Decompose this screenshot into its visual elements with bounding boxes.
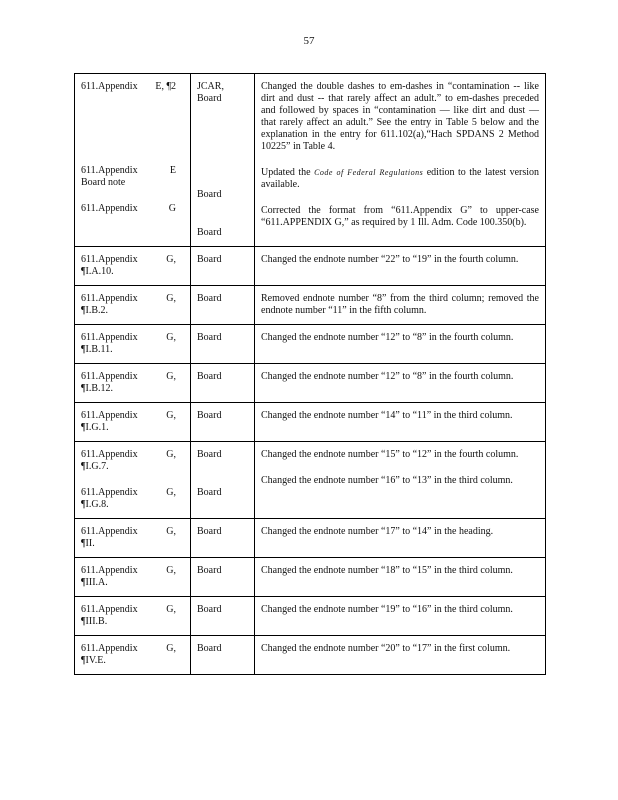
description-cell xyxy=(255,74,546,247)
section-entry: 611.Appendix G, ¶I.G.8. xyxy=(81,487,176,510)
section-cell: 611.Appendix G, ¶I.B.11. xyxy=(75,325,191,364)
source-cell: Board xyxy=(191,519,255,558)
table-row xyxy=(75,74,546,247)
section-cell: 611.Appendix G, ¶IV.E. xyxy=(75,636,191,675)
section-entry: 611.Appendix G, ¶I.G.7. xyxy=(81,449,176,472)
description-cell: Changed the endnote number “18” to “15” in the third column. xyxy=(255,558,546,597)
section-cell: 611.Appendix G, ¶I.B.2. xyxy=(75,286,191,325)
description-entry: Changed the endnote number “15” to “12” in the fourth column. xyxy=(261,449,519,460)
description-cell: Changed the endnote number “22” to “19” in the fourth column. xyxy=(255,247,546,286)
source-entry: Board xyxy=(197,449,222,460)
section-cell: 611.Appendix G, ¶I.B.12. xyxy=(75,364,191,403)
section-cell: 611.Appendix G, ¶I.A.10. xyxy=(75,247,191,286)
table-row xyxy=(75,636,546,675)
source-entry: Board xyxy=(197,189,222,200)
description-cell: Removed endnote number “8” from the third column; removed the endnote number “11” in the fifth column. xyxy=(255,286,546,325)
table-row xyxy=(75,286,546,325)
page-number: 57 xyxy=(303,35,315,47)
table-row xyxy=(75,558,546,597)
description-entry: Changed the double dashes to em-dashes in “contamination -- like dirt and dust -- that rarely affect an adult.” to em-dashes preceded and followed by spaces in “contamination — like dirt and dust — that rarely affect an adult.” See the entry in Table 5 below and the explanation in the entry for 611.102(a),“Hach SPDANS 2 Method 10225” in Table 4. xyxy=(261,81,539,152)
source-entry: Board xyxy=(197,487,222,498)
section-cell xyxy=(75,442,191,519)
table-row xyxy=(75,519,546,558)
table-row xyxy=(75,247,546,286)
description-cell: Changed the endnote number “14” to “11” in the third column. xyxy=(255,403,546,442)
section-cell: 611.Appendix G, ¶I.G.1. xyxy=(75,403,191,442)
table-row xyxy=(75,597,546,636)
source-entry: Board xyxy=(197,227,222,238)
section-cell: 611.Appendix G, ¶III.A. xyxy=(75,558,191,597)
section-cell: 611.Appendix G, ¶II. xyxy=(75,519,191,558)
source-cell xyxy=(191,74,255,247)
section-entry: 611.Appendix E, ¶2 xyxy=(81,81,176,92)
table-row xyxy=(75,403,546,442)
description-cell: Changed the endnote number “20” to “17” in the first column. xyxy=(255,636,546,675)
source-cell: Board xyxy=(191,286,255,325)
source-entry: JCAR, Board xyxy=(197,81,224,104)
section-cell: 611.Appendix G, ¶III.B. xyxy=(75,597,191,636)
description-cell: Changed the endnote number “19” to “16” in the third column. xyxy=(255,597,546,636)
changes-table xyxy=(74,73,546,675)
description-entry: Updated the Code of Federal Regulations edition to the latest version available. xyxy=(261,167,540,190)
source-cell: Board xyxy=(191,403,255,442)
table-row xyxy=(75,325,546,364)
source-cell: Board xyxy=(191,325,255,364)
table-row xyxy=(75,442,546,519)
description-cell: Changed the endnote number “17” to “14” in the heading. xyxy=(255,519,546,558)
description-entry: Corrected the format from “611.Appendix G” to upper-case “611.APPENDIX G,” as required by 1 Ill. Adm. Code 100.350(b). xyxy=(261,205,539,228)
description-cell: Changed the endnote number “12” to “8” in the fourth column. xyxy=(255,325,546,364)
source-cell: Board xyxy=(191,636,255,675)
source-cell: Board xyxy=(191,247,255,286)
section-entry: 611.Appendix G xyxy=(81,203,176,214)
description-cell xyxy=(255,442,546,519)
table-row xyxy=(75,364,546,403)
description-cell: Changed the endnote number “12” to “8” in the fourth column. xyxy=(255,364,546,403)
section-entry: 611.Appendix E Board note xyxy=(81,165,176,188)
source-cell: Board xyxy=(191,597,255,636)
section-cell xyxy=(75,74,191,247)
description-entry: Changed the endnote number “16” to “13” in the third column. xyxy=(261,475,513,486)
source-cell: Board xyxy=(191,364,255,403)
source-cell xyxy=(191,442,255,519)
source-cell: Board xyxy=(191,558,255,597)
